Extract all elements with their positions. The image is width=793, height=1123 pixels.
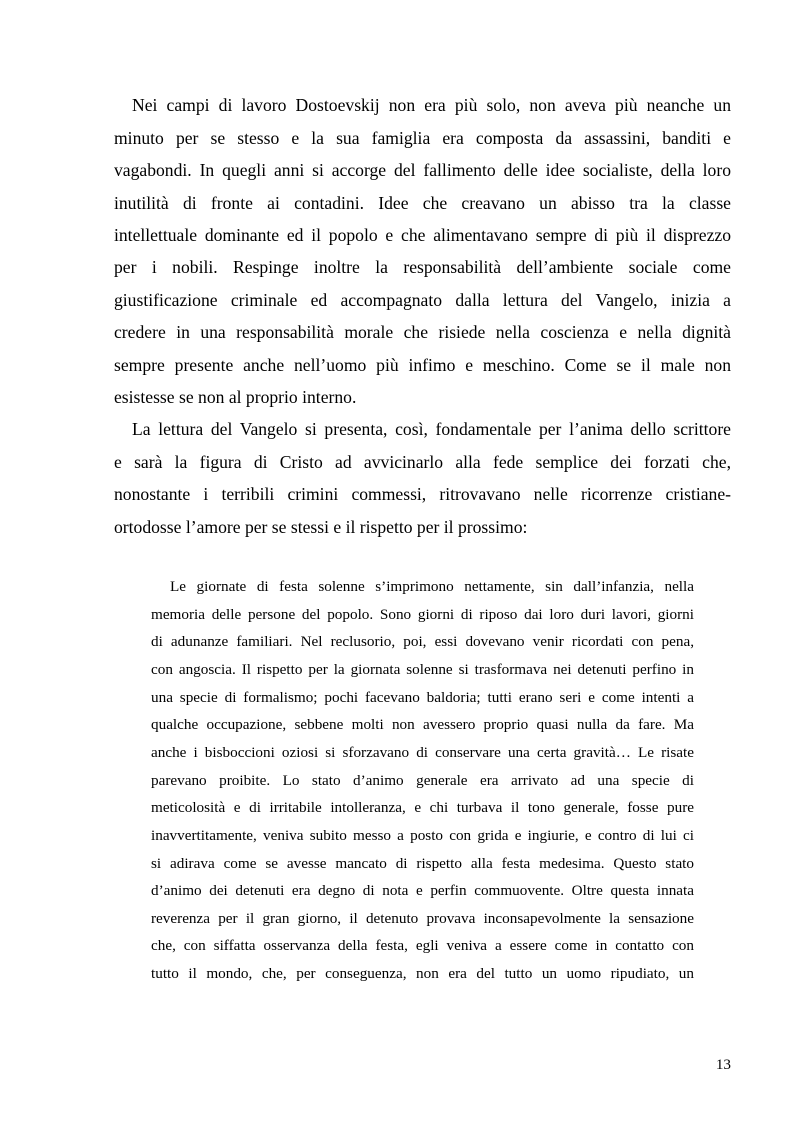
quote-line-11: si adirava come se avesse mancato di rispetto alla festa medesima. Questo stato: [151, 855, 694, 872]
paragraph-1-line-3: vagabondi. In quegli anni si accorge del fallimento delle idee socialiste, della loro: [114, 160, 731, 180]
quote-line-13: reverenza per il gran giorno, il detenuto provava inconsapevolmente la sensazione: [151, 910, 694, 927]
paragraph-2-line-2: e sarà la figura di Cristo ad avvicinarlo alla fede semplice dei forzati che,: [114, 452, 731, 472]
quote-line-12: d’animo dei detenuti era degno di nota e perfin commuovente. Oltre questa innata: [151, 882, 694, 899]
paragraph-1-line-5: intellettuale dominante ed il popolo e che alimentavano sempre di più il disprezzo: [114, 225, 731, 245]
paragraph-1-line-7: giustificazione criminale ed accompagnato dalla lettura del Vangelo, inizia a: [114, 290, 731, 310]
paragraph-2-line-1: La lettura del Vangelo si presenta, così, fondamentale per l’anima dello scrittore: [132, 419, 731, 439]
paragraph-1-line-10: esistesse se non al proprio interno.: [114, 387, 357, 407]
quote-line-1: Le giornate di festa solenne s’imprimono nettamente, sin dall’infanzia, nella: [170, 578, 694, 595]
quote-line-4: con angoscia. Il rispetto per la giornata solenne si trasformava nei detenuti perfino in: [151, 661, 694, 678]
quote-line-5: una specie di formalismo; pochi facevano baldoria; tutti erano seri e come intenti a: [151, 689, 694, 706]
page-number: 13: [715, 1056, 731, 1073]
paragraph-1-line-8: credere in una responsabilità morale che risiede nella coscienza e nella dignità: [114, 322, 731, 342]
paragraph-1-line-4: inutilità di fronte ai contadini. Idee che creavano un abisso tra la classe: [114, 193, 731, 213]
quote-line-15: tutto il mondo, che, per conseguenza, non era del tutto un uomo ripudiato, un: [151, 965, 694, 982]
paragraph-1-line-9: sempre presente anche nell’uomo più infimo e meschino. Come se il male non: [114, 355, 731, 375]
paragraph-1-line-2: minuto per se stesso e la sua famiglia era composta da assassini, banditi e: [114, 128, 731, 148]
quote-line-14: che, con siffatta osservanza della festa, egli veniva a essere come in contatto con: [151, 937, 694, 954]
quote-line-3: di adunanze familiari. Nel reclusorio, poi, essi dovevano venir ricordati con pena,: [151, 633, 694, 650]
quote-line-8: parevano proibite. Lo stato d’animo generale era arrivato ad una specie di: [151, 772, 694, 789]
quote-line-2: memoria delle persone del popolo. Sono giorni di riposo dai loro duri lavori, giorni: [151, 606, 694, 623]
quote-line-9: meticolosità e di irritabile intolleranza, e chi turbava il tono generale, fosse pure: [151, 799, 694, 816]
quote-line-6: qualche occupazione, sebbene molti non avessero proprio quasi nulla da fare. Ma: [151, 716, 694, 733]
quote-line-7: anche i bisboccioni oziosi si sforzavano di conservare una certa gravità… Le risate: [151, 744, 694, 761]
paragraph-2-line-4: ortodosse l’amore per se stessi e il rispetto per il prossimo:: [114, 517, 528, 537]
paragraph-1-line-6: per i nobili. Respinge inoltre la responsabilità dell’ambiente sociale come: [114, 257, 731, 277]
paragraph-2-line-3: nonostante i terribili crimini commessi, ritrovavano nelle ricorrenze cristiane-: [114, 484, 731, 504]
quote-line-10: inavvertitamente, veniva subito messo a posto con grida e ingiurie, e contro di lui ci: [151, 827, 694, 844]
paragraph-1-line-1: Nei campi di lavoro Dostoevskij non era più solo, non aveva più neanche un: [132, 95, 731, 115]
